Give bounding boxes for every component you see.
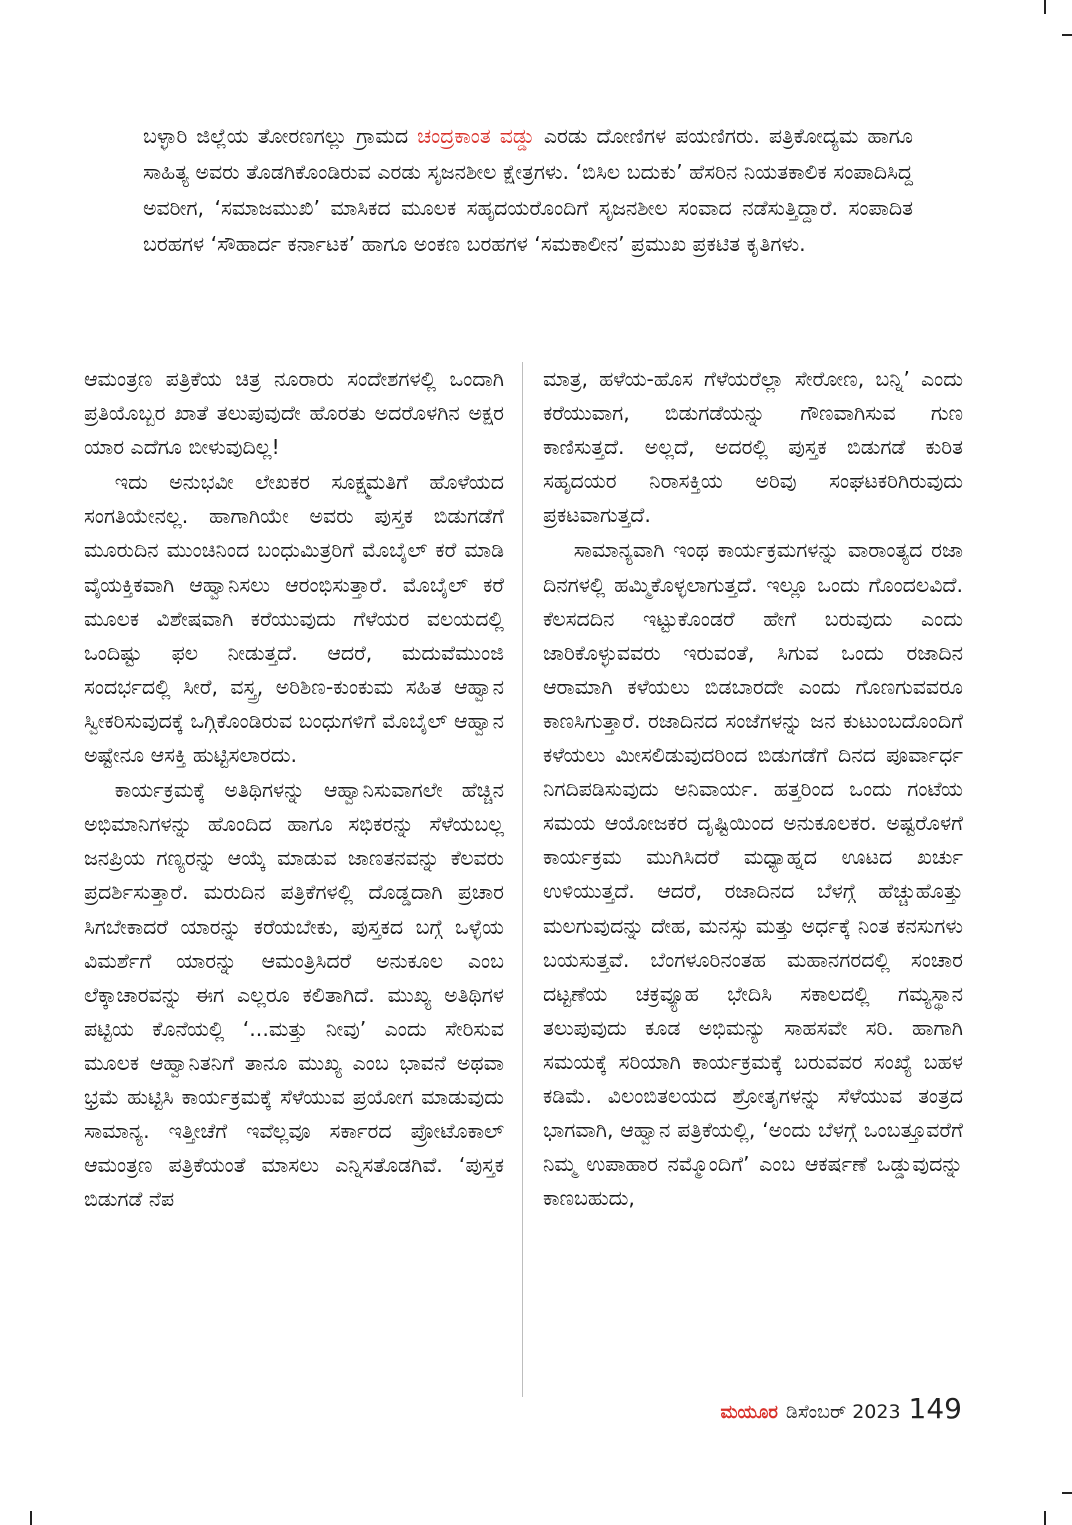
issue-date: ಡಿಸೆಂಬರ್ 2023 — [785, 1401, 901, 1423]
left-column — [84, 362, 504, 1217]
bio-text-before: ಬಳ್ಳಾರಿ ಜಿಲ್ಲೆಯ ತೋರಣಗಲ್ಲು ಗ್ರಾಮದ — [143, 124, 418, 148]
left-paragraph-2: ಇದು ಅನುಭವೀ ಲೇಖಕರ ಸೂಕ್ಷ್ಮಮತಿಗೆ ಹೊಳೆಯದ ಸಂಗತಿಯೇನಲ್ಲ. ಹಾಗಾಗಿಯೇ ಅವರು ಪುಸ್ತಕ ಬಿಡುಗಡೆಗೆ ಮೂರುದಿನ ಮುಂಚಿನಿಂದ ಬಂಧುಮಿತ್ರರಿಗೆ ಮೊಬೈಲ್ ಕರೆ ಮಾಡಿ ವೈಯಕ್ತಿಕವಾಗಿ ಆಹ್ವಾನಿಸಲು ಆರಂಭಿಸುತ್ತಾರೆ. ಮೊಬೈಲ್ ಕರೆ ಮೂಲಕ ವಿಶೇಷವಾಗಿ ಕರೆಯುವುದು ಗೆಳೆಯರ ವಲಯದಲ್ಲಿ ಒಂದಿಷ್ಟು ಫಲ ನೀಡುತ್ತದೆ. ಆದರೆ, ಮದುವೆಮುಂಜಿ ಸಂದರ್ಭದಲ್ಲಿ ಸೀರೆ, ವಸ್ತ್ರ, ಅರಿಶಿಣ-ಕುಂಕುಮ ಸಹಿತ ಆಹ್ವಾನ ಸ್ವೀಕರಿಸುವುದಕ್ಕೆ ಒಗ್ಗಿಕೊಂಡಿರುವ ಬಂಧುಗಳಿಗೆ ಮೊಬೈಲ್ ಆಹ್ವಾನ ಅಷ್ಟೇನೂ ಆಸಕ್ತಿ ಹುಟ್ಟಿಸಲಾರದು. — [84, 470, 504, 768]
author-name: ಚಂದ್ರಕಾಂತ ವಡ್ಡು — [417, 124, 535, 148]
crop-mark-right-upper — [1062, 34, 1072, 36]
left-paragraph-1: ಆಮಂತ್ರಣ ಪತ್ರಿಕೆಯ ಚಿತ್ರ ನೂರಾರು ಸಂದೇಶಗಳಲ್ಲಿ ಒಂದಾಗಿ ಪ್ರತಿಯೊಬ್ಬರ ಖಾತೆ ತಲುಪುವುದೇ ಹೊರತು ಅದರೊಳಗಿನ ಅಕ್ಷರ ಯಾರ ಎದೆಗೂ ಬೀಳುವುದಿಲ್ಲ! — [84, 367, 504, 460]
crop-mark-bottom-left — [30, 1511, 32, 1525]
right-column — [543, 362, 963, 1216]
author-bio — [143, 118, 913, 262]
page-number: 149 — [908, 1392, 962, 1425]
magazine-logo: ಮಯೂರ — [720, 1402, 778, 1423]
crop-mark-bottom-right — [1044, 1511, 1046, 1525]
right-paragraph-2: ಸಾಮಾನ್ಯವಾಗಿ ಇಂಥ ಕಾರ್ಯಕ್ರಮಗಳನ್ನು ವಾರಾಂತ್ಯದ ರಜಾ ದಿನಗಳಲ್ಲಿ ಹಮ್ಮಿಕೊಳ್ಳಲಾಗುತ್ತದೆ. ಇಲ್ಲೂ ಒಂದು ಗೊಂದಲವಿದೆ. ಕೆಲಸದದಿನ ಇಟ್ಟುಕೊಂಡರೆ ಹೇಗೆ ಬರುವುದು ಎಂದು ಜಾರಿಕೊಳ್ಳುವವರು ಇರುವಂತೆ, ಸಿಗುವ ಒಂದು ರಜಾದಿನ ಆರಾಮಾಗಿ ಕಳೆಯಲು ಬಿಡಬಾರದೇ ಎಂದು ಗೊಣಗುವವರೂ ಕಾಣಸಿಗುತ್ತಾರೆ. ರಜಾದಿನದ ಸಂಜೆಗಳನ್ನು ಜನ ಕುಟುಂಬದೊಂದಿಗೆ ಕಳೆಯಲು ಮೀಸಲಿಡುವುದರಿಂದ ಬಿಡುಗಡೆಗೆ ದಿನದ ಪೂರ್ವಾರ್ಧ ನಿಗದಿಪಡಿಸುವುದು ಅನಿವಾರ್ಯ. ಹತ್ತರಿಂದ ಒಂದು ಗಂಟೆಯ ಸಮಯ ಆಯೋಜಕರ ದೃಷ್ಟಿಯಿಂದ ಅನುಕೂಲಕರ. ಅಷ್ಟರೊಳಗೆ ಕಾರ್ಯಕ್ರಮ ಮುಗಿಸಿದರೆ ಮಧ್ಯಾಹ್ನದ ಊಟದ ಖರ್ಚು ಉಳಿಯುತ್ತದೆ. ಆದರೆ, ರಜಾದಿನದ ಬೆಳಗ್ಗೆ ಹೆಚ್ಚುಹೊತ್ತು ಮಲಗುವುದನ್ನು ದೇಹ, ಮನಸ್ಸು ಮತ್ತು ಅರ್ಧಕ್ಕೆ ನಿಂತ ಕನಸುಗಳು ಬಯಸುತ್ತವೆ. ಬೆಂಗಳೂರಿನಂತಹ ಮಹಾನಗರದಲ್ಲಿ ಸಂಚಾರ ದಟ್ಟಣೆಯ ಚಕ್ರವ್ಯೂಹ ಭೇದಿಸಿ ಸಕಾಲದಲ್ಲಿ ಗಮ್ಯಸ್ಥಾನ ತಲುಪುವುದು ಕೂಡ ಅಭಿಮನ್ಯು ಸಾಹಸವೇ ಸರಿ. ಹಾಗಾಗಿ ಸಮಯಕ್ಕೆ ಸರಿಯಾಗಿ ಕಾರ್ಯಕ್ರಮಕ್ಕೆ ಬರುವವರ ಸಂಖ್ಯೆ ಬಹಳ ಕಡಿಮೆ. ವಿಲಂಬಿತಲಯದ ಶ್ರೋತೃಗಳನ್ನು ಸೆಳೆಯುವ ತಂತ್ರದ ಭಾಗವಾಗಿ, ಆಹ್ವಾನ ಪತ್ರಿಕೆಯಲ್ಲಿ, ‘ಅಂದು ಬೆಳಗ್ಗೆ ಒಂಬತ್ತೂವರೆಗೆ ನಿಮ್ಮ ಉಪಾಹಾರ ನಮ್ಮೊಂದಿಗೆ’ ಎಂಬ ಆಕರ್ಷಣೆ ಒಡ್ಡುವುದನ್ನು ಕಾಣಬಹುದು, — [543, 538, 963, 1211]
crop-mark-right-lower — [1062, 1492, 1072, 1494]
bio-text-after: ಎರಡು ದೋಣಿಗಳ ಪಯಣಿಗರು. ಪತ್ರಿಕೋದ್ಯಮ ಹಾಗೂ ಸಾಹಿತ್ಯ ಅವರು ತೊಡಗಿಕೊಂಡಿರುವ ಎರಡು ಸೃಜನಶೀಲ ಕ್ಷೇತ್ರಗಳು. ‘ಬಿಸಿಲ ಬದುಕು’ ಹೆಸರಿನ ನಿಯತಕಾಲಿಕ ಸಂಪಾದಿಸಿದ್ದ ಅವರೀಗ, ‘ಸಮಾಜಮುಖಿ’ ಮಾಸಿಕದ ಮೂಲಕ ಸಹೃದಯರೊಂದಿಗೆ ಸೃಜನಶೀಲ ಸಂವಾದ ನಡೆಸುತ್ತಿದ್ದಾರೆ. ಸಂಪಾದಿತ ಬರಹಗಳ ‘ಸೌಹಾರ್ದ ಕರ್ನಾಟಕ’ ಹಾಗೂ ಅಂಕಣ ಬರಹಗಳ ‘ಸಮಕಾಲೀನ’ ಪ್ರಮುಖ ಪ್ರಕಟಿತ ಕೃತಿಗಳು. — [143, 124, 913, 256]
page-footer — [720, 1392, 962, 1425]
right-paragraph-1: ಮಾತ್ರ, ಹಳೆಯ-ಹೊಸ ಗೆಳೆಯರೆಲ್ಲಾ ಸೇರೋಣ, ಬನ್ನಿ’ ಎಂದು ಕರೆಯುವಾಗ, ಬಿಡುಗಡೆಯನ್ನು ಗೌಣವಾಗಿಸುವ ಗುಣ ಕಾಣಿಸುತ್ತದೆ. ಅಲ್ಲದೆ, ಅದರಲ್ಲಿ ಪುಸ್ತಕ ಬಿಡುಗಡೆ ಕುರಿತ ಸಹೃದಯರ ನಿರಾಸಕ್ತಿಯ ಅರಿವು ಸಂಘಟಕರಿಗಿರುವುದು ಪ್ರಕಟವಾಗುತ್ತದೆ. — [543, 367, 963, 528]
left-paragraph-3: ಕಾರ್ಯಕ್ರಮಕ್ಕೆ ಅತಿಥಿಗಳನ್ನು ಆಹ್ವಾನಿಸುವಾಗಲೇ ಹೆಚ್ಚಿನ ಅಭಿಮಾನಿಗಳನ್ನು ಹೊಂದಿದ ಹಾಗೂ ಸಭಿಕರನ್ನು ಸೆಳೆಯಬಲ್ಲ ಜನಪ್ರಿಯ ಗಣ್ಯರನ್ನು ಆಯ್ಕೆ ಮಾಡುವ ಜಾಣತನವನ್ನು ಕೆಲವರು ಪ್ರದರ್ಶಿಸುತ್ತಾರೆ. ಮರುದಿನ ಪತ್ರಿಕೆಗಳಲ್ಲಿ ದೊಡ್ಡದಾಗಿ ಪ್ರಚಾರ ಸಿಗಬೇಕಾದರೆ ಯಾರನ್ನು ಕರೆಯಬೇಕು, ಪುಸ್ತಕದ ಬಗ್ಗೆ ಒಳ್ಳೆಯ ವಿಮರ್ಶೆಗೆ ಯಾರನ್ನು ಆಮಂತ್ರಿಸಿದರೆ ಅನುಕೂಲ ಎಂಬ ಲೆಕ್ಕಾಚಾರವನ್ನು ಈಗ ಎಲ್ಲರೂ ಕಲಿತಾಗಿದೆ. ಮುಖ್ಯ ಅತಿಥಿಗಳ ಪಟ್ಟಿಯ ಕೊನೆಯಲ್ಲಿ ‘...ಮತ್ತು ನೀವು’ ಎಂದು ಸೇರಿಸುವ ಮೂಲಕ ಆಹ್ವಾನಿತನಿಗೆ ತಾನೂ ಮುಖ್ಯ ಎಂಬ ಭಾವನೆ ಅಥವಾ ಭ್ರಮೆ ಹುಟ್ಟಿಸಿ ಕಾರ್ಯಕ್ರಮಕ್ಕೆ ಸೆಳೆಯುವ ಪ್ರಯೋಗ ಮಾಡುವುದು ಸಾಮಾನ್ಯ. ಇತ್ತೀಚೆಗೆ ಇವೆಲ್ಲವೂ ಸರ್ಕಾರದ ಪ್ರೋಟೊಕಾಲ್ ಆಮಂತ್ರಣ ಪತ್ರಿಕೆಯಂತೆ ಮಾಸಲು ಎನ್ನಿಸತೊಡಗಿವೆ. ‘ಪುಸ್ತಕ ಬಿಡುಗಡೆ ನೆಪ — [84, 778, 504, 1212]
column-divider — [522, 362, 523, 1397]
crop-mark-top-right — [1044, 0, 1046, 14]
